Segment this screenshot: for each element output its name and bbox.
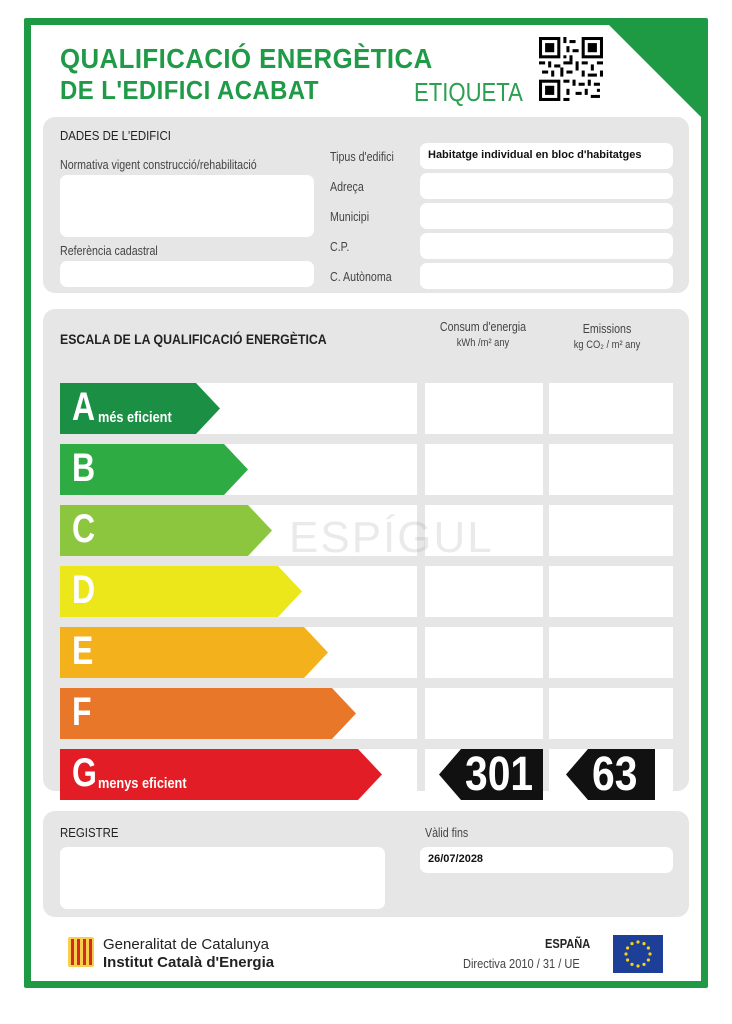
eu-star — [642, 942, 645, 945]
qr-code-icon — [539, 37, 603, 101]
consum-cell — [425, 444, 543, 495]
scale-section-title: ESCALA DE LA QUALIFICACIÓ ENERGÈTICA — [60, 331, 327, 347]
consum-cell — [425, 749, 543, 800]
label-inner — [31, 25, 701, 981]
class-subtitle: menys eficient — [98, 775, 187, 792]
label-frame — [24, 18, 708, 988]
cp-label: C.P. — [330, 239, 350, 254]
building-data-panel — [43, 117, 689, 293]
emissions-unit: kg CO₂ / m² any — [573, 339, 641, 351]
referencia-label: Referència cadastral — [60, 243, 158, 258]
eu-flag-icon — [613, 935, 663, 973]
registre-section-title: REGISTRE — [60, 825, 119, 840]
class-arrow-a — [60, 383, 220, 434]
org-line2: Institut Català d'Energia — [103, 954, 275, 971]
consum-value: 301 — [465, 748, 534, 801]
emissions-cell — [549, 383, 673, 434]
class-letter: G — [72, 751, 97, 795]
eu-star — [626, 958, 629, 961]
normativa-label: Normativa vigent construcció/rehabilitació — [60, 157, 257, 172]
valid-label: Vàlid fins — [425, 825, 469, 840]
eu-star — [648, 952, 651, 955]
consum-cell — [425, 566, 543, 617]
valid-value: 26/07/2028 — [428, 853, 484, 865]
tipus-field — [420, 143, 673, 169]
class-arrow-e — [60, 627, 328, 678]
tipus-label: Tipus d'edifici — [330, 149, 394, 164]
eu-star — [626, 946, 629, 949]
emissions-cell — [549, 566, 673, 617]
class-arrow-c — [60, 505, 272, 556]
org-line1: Generalitat de Catalunya — [103, 936, 269, 953]
eu-star — [647, 946, 650, 949]
tipus-value: Habitatge individual en bloc d'habitatges — [428, 149, 642, 161]
class-arrow-f — [60, 688, 356, 739]
registre-panel — [43, 811, 689, 917]
autonoma-field — [420, 263, 673, 289]
emissions-heading: Emissions — [582, 321, 632, 336]
class-letter: F — [72, 690, 92, 734]
normativa-field — [60, 175, 314, 237]
eu-star — [624, 952, 627, 955]
emissions-cell — [549, 444, 673, 495]
emissions-value: 63 — [592, 748, 638, 801]
municipi-field — [420, 203, 673, 229]
class-letter: C — [72, 507, 96, 551]
class-subtitle: més eficient — [98, 409, 172, 426]
class-letter: B — [72, 446, 96, 490]
generalitat-logo-icon — [68, 937, 94, 967]
label-type: ETIQUETA — [414, 77, 523, 107]
eu-star — [642, 963, 645, 966]
class-arrow-g — [60, 749, 382, 800]
valid-field — [420, 847, 673, 873]
eu-star — [630, 942, 633, 945]
consum-cell — [425, 383, 543, 434]
eu-star — [630, 963, 633, 966]
class-letter: E — [72, 629, 94, 673]
building-section-title: DADES DE L'EDIFICI — [60, 128, 171, 143]
emissions-cell — [549, 627, 673, 678]
eu-star — [647, 958, 650, 961]
watermark: ESPÍGUL — [289, 513, 494, 562]
consum-cell — [425, 627, 543, 678]
class-letter: D — [72, 568, 96, 612]
emissions-cell — [549, 749, 673, 800]
adreca-field — [420, 173, 673, 199]
class-arrow-d — [60, 566, 302, 617]
municipi-label: Municipi — [330, 209, 370, 224]
corner-triangle — [609, 25, 701, 117]
eu-star — [636, 940, 639, 943]
emissions-cell — [549, 505, 673, 556]
country-label: ESPAÑA — [545, 936, 591, 951]
cp-field — [420, 233, 673, 259]
eu-star — [636, 964, 639, 967]
consum-cell — [425, 688, 543, 739]
consum-unit: kWh /m² any — [456, 337, 510, 349]
adreca-label: Adreça — [330, 179, 364, 194]
class-letter: A — [72, 385, 96, 429]
title-line1: QUALIFICACIÓ ENERGÈTICA — [60, 43, 433, 74]
class-arrow-b — [60, 444, 248, 495]
registre-field — [60, 847, 385, 909]
title-line2: DE L'EDIFICI ACABAT — [60, 75, 319, 105]
consum-heading: Consum d'energia — [439, 319, 527, 334]
emissions-cell — [549, 688, 673, 739]
referencia-field — [60, 261, 314, 287]
autonoma-label: C. Autònoma — [330, 269, 392, 284]
directive-label: Directiva 2010 / 31 / UE — [463, 956, 580, 971]
